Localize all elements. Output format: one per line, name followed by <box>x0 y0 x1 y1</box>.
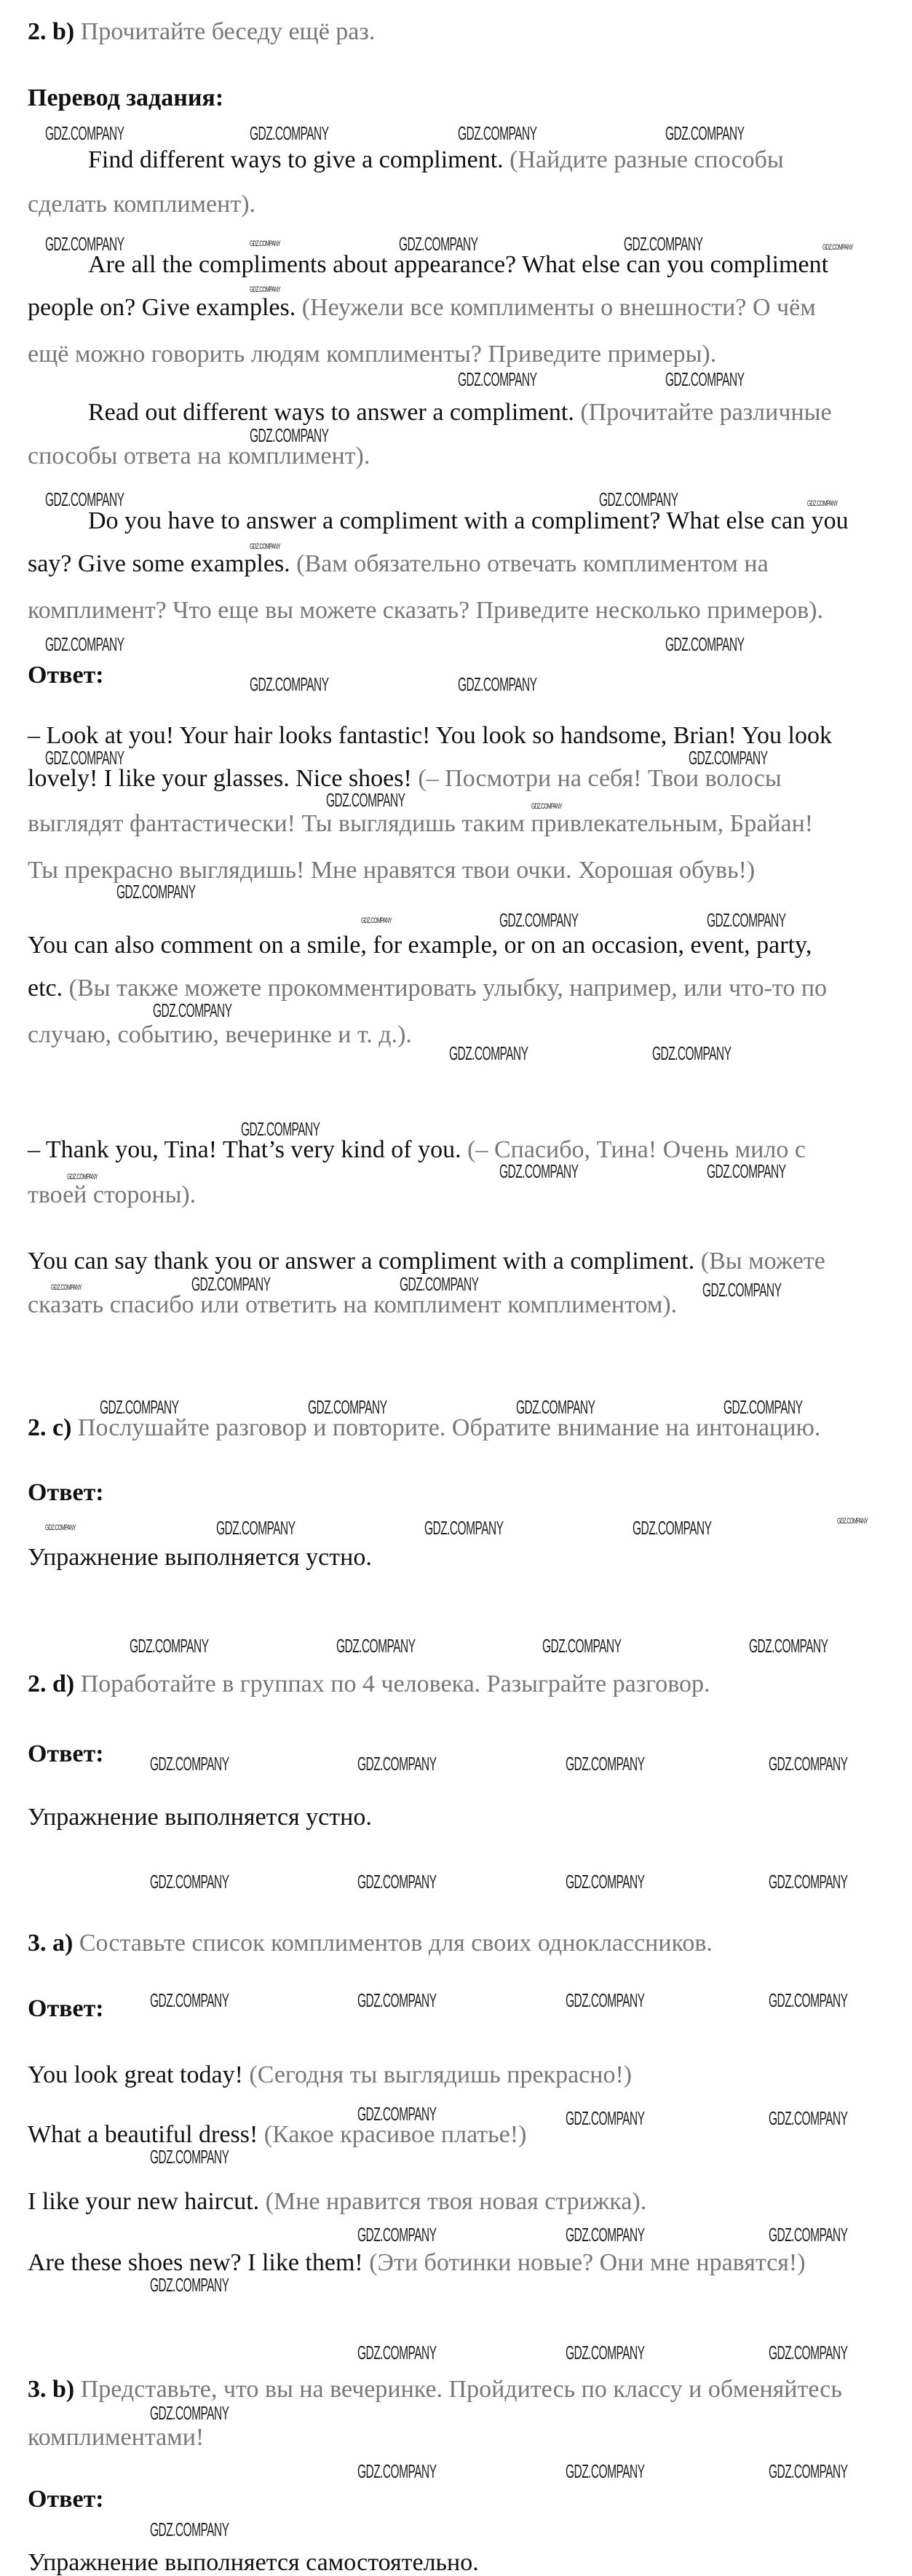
text-line <box>28 811 813 837</box>
section-heading-line <box>28 2377 842 2403</box>
watermark-text: GDZ.COMPANY <box>566 2107 645 2129</box>
text-line <box>28 2062 632 2088</box>
watermark-text: GDZ.COMPANY <box>67 1173 98 1181</box>
text-line <box>28 2122 526 2148</box>
watermark-text: GDZ.COMPANY <box>458 368 537 390</box>
watermark-text: GDZ.COMPANY <box>769 2342 848 2363</box>
english-text: people on? Give examples. <box>28 294 302 321</box>
watermark-text: GDZ.COMPANY <box>336 1635 416 1657</box>
watermark-text: GDZ.COMPANY <box>250 424 329 446</box>
watermark-text: GDZ.COMPANY <box>769 1871 848 1893</box>
russian-translation: сделать комплимент). <box>28 191 256 218</box>
watermark-text: GDZ.COMPANY <box>45 747 124 769</box>
english-text: Do you have to answer a compliment with a compliment? What else can you <box>88 507 849 534</box>
bold-label: 3. a) <box>28 1930 79 1957</box>
english-text: lovely! I like your glasses. Nice shoes! <box>28 765 419 792</box>
watermark-text: GDZ.COMPANY <box>45 633 124 655</box>
text-line <box>28 1545 372 1571</box>
english-text: etc. <box>28 975 69 1002</box>
section-heading-line <box>28 85 223 111</box>
russian-translation: (– Посмотри на себя! Твои волосы <box>418 765 782 792</box>
watermark-text: GDZ.COMPANY <box>150 2274 229 2296</box>
section-heading-line <box>28 2486 104 2513</box>
watermark-text: GDZ.COMPANY <box>116 881 196 903</box>
watermark-text: GDZ.COMPANY <box>250 673 329 695</box>
watermark-text: GDZ.COMPANY <box>130 1635 209 1657</box>
watermark-text: GDZ.COMPANY <box>250 122 329 144</box>
watermark-text: GDZ.COMPANY <box>566 1871 645 1893</box>
bold-label: 2. c) <box>28 1414 78 1441</box>
english-text: You can also comment on a smile, for example, or on an occasion, event, party, <box>28 932 812 959</box>
bold-label: 2. b) <box>28 18 81 45</box>
english-text: Are these shoes new? I like them! <box>28 2249 370 2276</box>
english-text: Find different ways to give a compliment. <box>88 146 510 173</box>
watermark-text: GDZ.COMPANY <box>458 122 537 144</box>
text-line <box>88 400 832 426</box>
watermark-text: GDZ.COMPANY <box>566 2342 645 2363</box>
watermark-text: GDZ.COMPANY <box>769 1753 848 1775</box>
watermark-text: GDZ.COMPANY <box>542 1635 622 1657</box>
watermark-text: GDZ.COMPANY <box>531 802 563 811</box>
russian-translation: (Вам обязательно отвечать комплиментом на <box>296 550 769 577</box>
watermark-text: GDZ.COMPANY <box>769 2107 848 2129</box>
watermark-text: GDZ.COMPANY <box>702 1279 782 1301</box>
watermark-text: GDZ.COMPANY <box>45 488 124 510</box>
watermark-text: GDZ.COMPANY <box>566 1753 645 1775</box>
watermark-text: GDZ.COMPANY <box>665 122 745 144</box>
section-heading-line <box>28 19 375 45</box>
russian-translation: Прочитайте беседу ещё раз. <box>80 18 376 45</box>
watermark-text: GDZ.COMPANY <box>250 542 281 551</box>
bold-label: 3. b) <box>28 2376 81 2403</box>
bold-label: Ответ: <box>28 2486 104 2513</box>
text-line <box>88 508 849 534</box>
section-heading-line <box>28 1930 713 1957</box>
text-line <box>28 295 816 321</box>
russian-translation: Ты прекрасно выглядишь! Мне нравятся твои очки. Хорошая обувь!) <box>28 857 756 884</box>
russian-translation: случаю, событию, вечеринке и т. д.). <box>28 1021 412 1048</box>
watermark-text: GDZ.COMPANY <box>516 1396 595 1418</box>
watermark-text: GDZ.COMPANY <box>357 2224 437 2246</box>
text-line <box>28 857 755 884</box>
russian-translation: (Мне нравится твоя новая стрижка). <box>265 2188 647 2215</box>
watermark-text: GDZ.COMPANY <box>357 2342 437 2363</box>
watermark-text: GDZ.COMPANY <box>769 2460 848 2482</box>
watermark-text: GDZ.COMPANY <box>150 1753 229 1775</box>
text-line <box>88 147 784 173</box>
watermark-text: GDZ.COMPANY <box>150 2402 229 2424</box>
watermark-text: GDZ.COMPANY <box>51 1283 82 1292</box>
english-text: – Look at you! Your hair looks fantastic! You look so handsome, Brian! You look <box>28 722 832 749</box>
text-line <box>28 2250 806 2276</box>
watermark-text: GDZ.COMPANY <box>624 233 703 255</box>
text-line <box>28 341 716 368</box>
watermark-text: GDZ.COMPANY <box>769 2224 848 2246</box>
text-line <box>28 1292 677 1318</box>
russian-translation: способы ответа на комплимент). <box>28 443 370 469</box>
text-line <box>28 723 832 749</box>
watermark-text: GDZ.COMPANY <box>357 1989 437 2011</box>
watermark-text: GDZ.COMPANY <box>357 2103 437 2125</box>
watermark-text: GDZ.COMPANY <box>400 1273 479 1295</box>
russian-translation: (Сегодня ты выглядишь прекрасно!) <box>249 2061 633 2088</box>
watermark-text: GDZ.COMPANY <box>566 2224 645 2246</box>
watermark-text: GDZ.COMPANY <box>769 1989 848 2011</box>
watermark-text: GDZ.COMPANY <box>45 233 124 255</box>
section-heading-line <box>28 1480 104 1506</box>
watermark-text: GDZ.COMPANY <box>499 909 579 931</box>
text-line <box>28 1182 196 1208</box>
russian-translation: выглядят фантастически! Ты выглядишь таким привлекательным, Брайан! <box>28 810 814 837</box>
text-line <box>28 2425 204 2451</box>
english-text: Are all the compliments about appearance? What else can you compliment <box>88 251 829 278</box>
text-line <box>28 1137 806 1163</box>
text-line <box>28 551 769 577</box>
watermark-text: GDZ.COMPANY <box>45 122 124 144</box>
watermark-text: GDZ.COMPANY <box>707 909 786 931</box>
bold-label: Ответ: <box>28 662 104 689</box>
text-line <box>28 975 827 1002</box>
text-line <box>28 1804 372 1831</box>
watermark-text: GDZ.COMPANY <box>399 233 478 255</box>
watermark-text: GDZ.COMPANY <box>357 1753 437 1775</box>
section-heading-line <box>28 1741 104 1767</box>
english-text: What a beautiful dress! <box>28 2121 264 2148</box>
russian-translation: (Неужели все комплименты о внешности? О чём <box>301 294 816 321</box>
watermark-text: GDZ.COMPANY <box>45 1523 76 1532</box>
text-line <box>88 252 828 278</box>
bold-label: Ответ: <box>28 1479 104 1506</box>
russian-translation: твоей стороны). <box>28 1181 197 1208</box>
text-line <box>28 766 782 792</box>
russian-translation: (Найдите разные способы <box>509 146 784 173</box>
watermark-text: GDZ.COMPANY <box>633 1517 712 1539</box>
section-heading-line <box>28 662 104 689</box>
watermark-text: GDZ.COMPANY <box>424 1517 504 1539</box>
watermark-text: GDZ.COMPANY <box>250 239 281 248</box>
watermark-text: GDZ.COMPANY <box>822 243 854 252</box>
russian-translation: (Вы можете <box>700 1248 825 1275</box>
watermark-text: GDZ.COMPANY <box>707 1160 786 1182</box>
watermark-text: GDZ.COMPANY <box>153 999 232 1021</box>
watermark-text: GDZ.COMPANY <box>665 368 745 390</box>
watermark-text: GDZ.COMPANY <box>723 1396 803 1418</box>
watermark-text: GDZ.COMPANY <box>361 916 392 925</box>
watermark-text: GDZ.COMPANY <box>150 1989 229 2011</box>
russian-translation: Представьте, что вы на вечеринке. Пройдитесь по классу и обменяйтесь <box>80 2376 842 2403</box>
text-line <box>28 1022 412 1048</box>
watermark-text: GDZ.COMPANY <box>191 1273 271 1295</box>
watermark-text: GDZ.COMPANY <box>308 1396 387 1418</box>
watermark-text: GDZ.COMPANY <box>652 1042 731 1064</box>
watermark-text: GDZ.COMPANY <box>150 1871 229 1893</box>
bold-label: 2. d) <box>28 1671 81 1697</box>
russian-translation: (Эти ботинки новые? Они мне нравятся!) <box>369 2249 806 2276</box>
bold-label: Ответ: <box>28 1740 104 1767</box>
text-line <box>28 443 370 469</box>
watermark-text: GDZ.COMPANY <box>566 1989 645 2011</box>
section-heading-line <box>28 1415 820 1441</box>
watermark-text: GDZ.COMPANY <box>250 285 281 294</box>
text-line <box>28 932 812 959</box>
russian-translation: Составьте список комплиментов для своих одноклассников. <box>79 1930 713 1957</box>
watermark-text: GDZ.COMPANY <box>837 1517 868 1526</box>
watermark-text: GDZ.COMPANY <box>599 488 678 510</box>
section-heading-line <box>28 1996 104 2022</box>
russian-translation: комплимент? Что еще вы можете сказать? Приведите несколько примеров). <box>28 597 823 624</box>
watermark-text: GDZ.COMPANY <box>499 1160 579 1182</box>
english-text: Упражнение выполняется устно. <box>28 1804 372 1831</box>
watermark-text: GDZ.COMPANY <box>326 789 405 811</box>
text-line <box>28 598 823 624</box>
english-text: I like your new haircut. <box>28 2188 266 2215</box>
russian-translation: комплиментами! <box>28 2424 205 2451</box>
watermark-text: GDZ.COMPANY <box>458 673 537 695</box>
text-line <box>28 2550 479 2576</box>
russian-translation: ещё можно говорить людям комплименты? Приведите примеры). <box>28 341 717 368</box>
english-text: Read out different ways to answer a compliment. <box>88 399 581 426</box>
english-text: Упражнение выполняется устно. <box>28 1544 372 1571</box>
russian-translation: Послушайте разговор и повторите. Обратите внимание на интонацию. <box>77 1414 821 1441</box>
watermark-text: GDZ.COMPANY <box>665 633 745 655</box>
russian-translation: Поработайте в группах по 4 человека. Разыграйте разговор. <box>80 1671 710 1697</box>
english-text: say? Give some examples. <box>28 550 297 577</box>
watermark-text: GDZ.COMPANY <box>689 747 768 769</box>
english-text: You look great today! <box>28 2061 250 2088</box>
bold-label: Перевод задания: <box>28 84 224 111</box>
bold-label: Ответ: <box>28 1995 104 2022</box>
watermark-text: GDZ.COMPANY <box>807 499 838 508</box>
watermark-text: GDZ.COMPANY <box>566 2460 645 2482</box>
russian-translation: (Прочитайте различные <box>580 399 832 426</box>
section-heading-line <box>28 1671 710 1697</box>
russian-translation: (– Спасибо, Тина! Очень мило с <box>467 1136 806 1163</box>
text-line <box>28 1248 825 1275</box>
russian-translation: (Какое красивое платье!) <box>263 2121 527 2148</box>
english-text: You can say thank you or answer a compliment with a compliment. <box>28 1248 701 1275</box>
watermark-text: GDZ.COMPANY <box>749 1635 828 1657</box>
watermark-text: GDZ.COMPANY <box>357 1871 437 1893</box>
russian-translation: сказать спасибо или ответить на комплимент комплиментом). <box>28 1291 678 1318</box>
russian-translation: (Вы также можете прокомментировать улыбку, например, или что-то по <box>68 975 828 1002</box>
watermark-text: GDZ.COMPANY <box>216 1517 296 1539</box>
watermark-text: GDZ.COMPANY <box>100 1396 179 1418</box>
watermark-text: GDZ.COMPANY <box>150 2146 229 2168</box>
english-text: – Thank you, Tina! That’s very kind of you. <box>28 1136 468 1163</box>
watermark-text: GDZ.COMPANY <box>241 1118 320 1140</box>
watermark-text: GDZ.COMPANY <box>150 2518 229 2540</box>
watermark-text: GDZ.COMPANY <box>449 1042 528 1064</box>
watermark-text: GDZ.COMPANY <box>357 2460 437 2482</box>
text-line <box>28 2189 646 2215</box>
english-text: Упражнение выполняется самостоятельно. <box>28 2549 479 2576</box>
text-line <box>28 191 255 218</box>
